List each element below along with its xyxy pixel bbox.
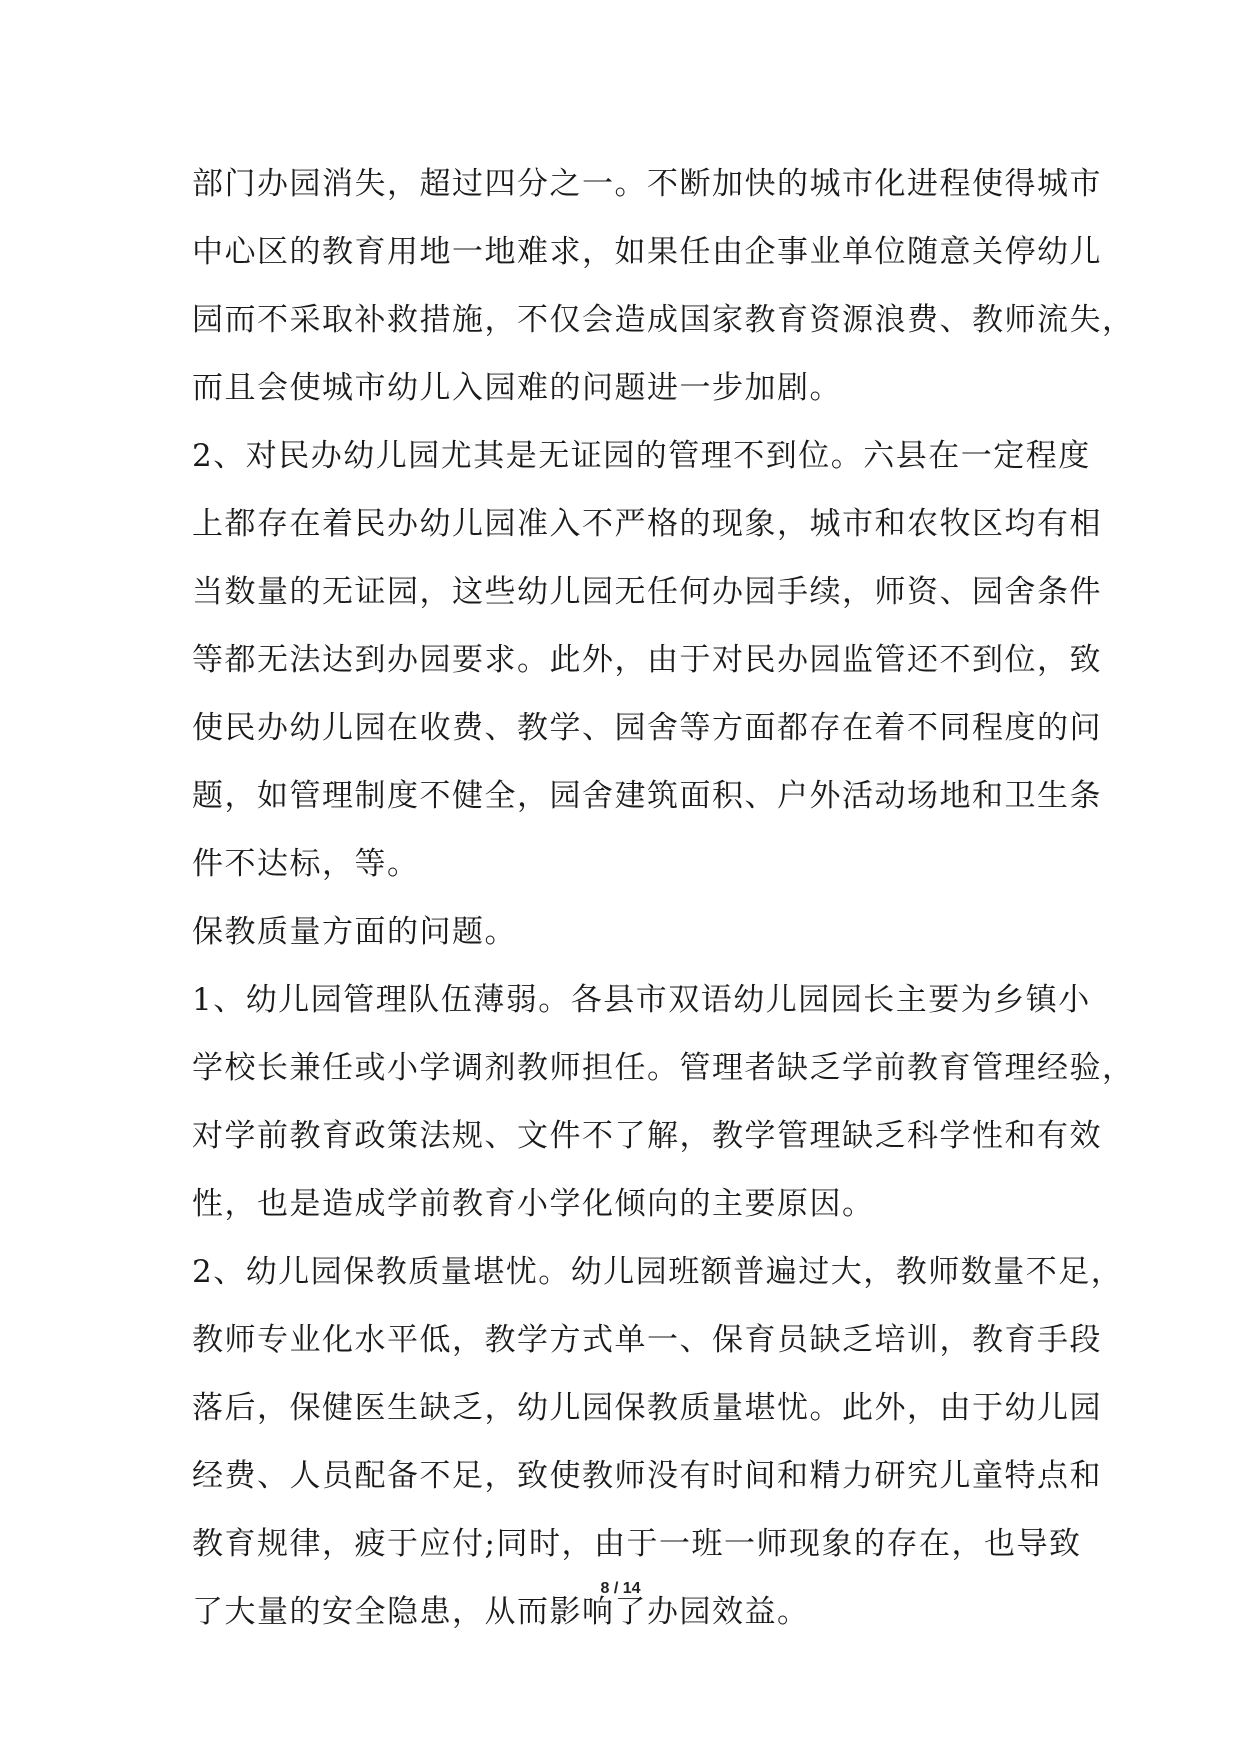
text-line: 件不达标，等。 xyxy=(192,846,420,882)
text-line: 1、幼儿园管理队伍薄弱。各县市双语幼儿园园长主要为乡镇小 xyxy=(192,982,1091,1018)
text-line: 教师专业化水平低，教学方式单一、保育员缺乏培训，教育手段 xyxy=(192,1322,1102,1358)
document-body xyxy=(192,150,1135,1646)
text-line: 了大量的安全隐患，从而影响了办园效益。 xyxy=(192,1594,810,1630)
text-line: 等都无法达到办园要求。此外，由于对民办园监管还不到位，致 xyxy=(192,642,1102,678)
text-line: 中心区的教育用地一地难求，如果任由企事业单位随意关停幼儿 xyxy=(192,234,1102,270)
text-line: 使民办幼儿园在收费、教学、园舍等方面都存在着不同程度的问 xyxy=(192,710,1102,746)
text-line: 教育规律，疲于应付;同时，由于一班一师现象的存在，也导致 xyxy=(192,1526,1082,1562)
section-heading: 保教质量方面的问题。 xyxy=(192,914,517,950)
text-line: 经费、人员配备不足，致使教师没有时间和精力研究儿童特点和 xyxy=(192,1458,1102,1494)
text-line: 部门办园消失，超过四分之一。不断加快的城市化进程使得城市 xyxy=(192,166,1102,202)
text-line: 园而不采取补救措施，不仅会造成国家教育资源浪费、教师流失， xyxy=(192,302,1135,338)
text-line: 学校长兼任或小学调剂教师担任。管理者缺乏学前教育管理经验， xyxy=(192,1050,1135,1086)
text-line: 而且会使城市幼儿入园难的问题进一步加剧。 xyxy=(192,370,842,406)
text-line: 2、幼儿园保教质量堪忧。幼儿园班额普遍过大，教师数量不足， xyxy=(192,1254,1124,1290)
text-line: 2、对民办幼儿园尤其是无证园的管理不到位。六县在一定程度 xyxy=(192,438,1091,474)
text-line: 题，如管理制度不健全，园舍建筑面积、户外活动场地和卫生条 xyxy=(192,778,1102,814)
text-line: 当数量的无证园，这些幼儿园无任何办园手续，师资、园舍条件 xyxy=(192,574,1102,610)
text-line: 上都存在着民办幼儿园准入不严格的现象，城市和农牧区均有相 xyxy=(192,506,1102,542)
text-line: 对学前教育政策法规、文件不了解，教学管理缺乏科学性和有效 xyxy=(192,1118,1102,1154)
text-line: 性，也是造成学前教育小学化倾向的主要原因。 xyxy=(192,1186,875,1222)
page-number: 8 / 14 xyxy=(600,1580,641,1597)
text-line: 落后，保健医生缺乏，幼儿园保教质量堪忧。此外，由于幼儿园 xyxy=(192,1390,1102,1426)
